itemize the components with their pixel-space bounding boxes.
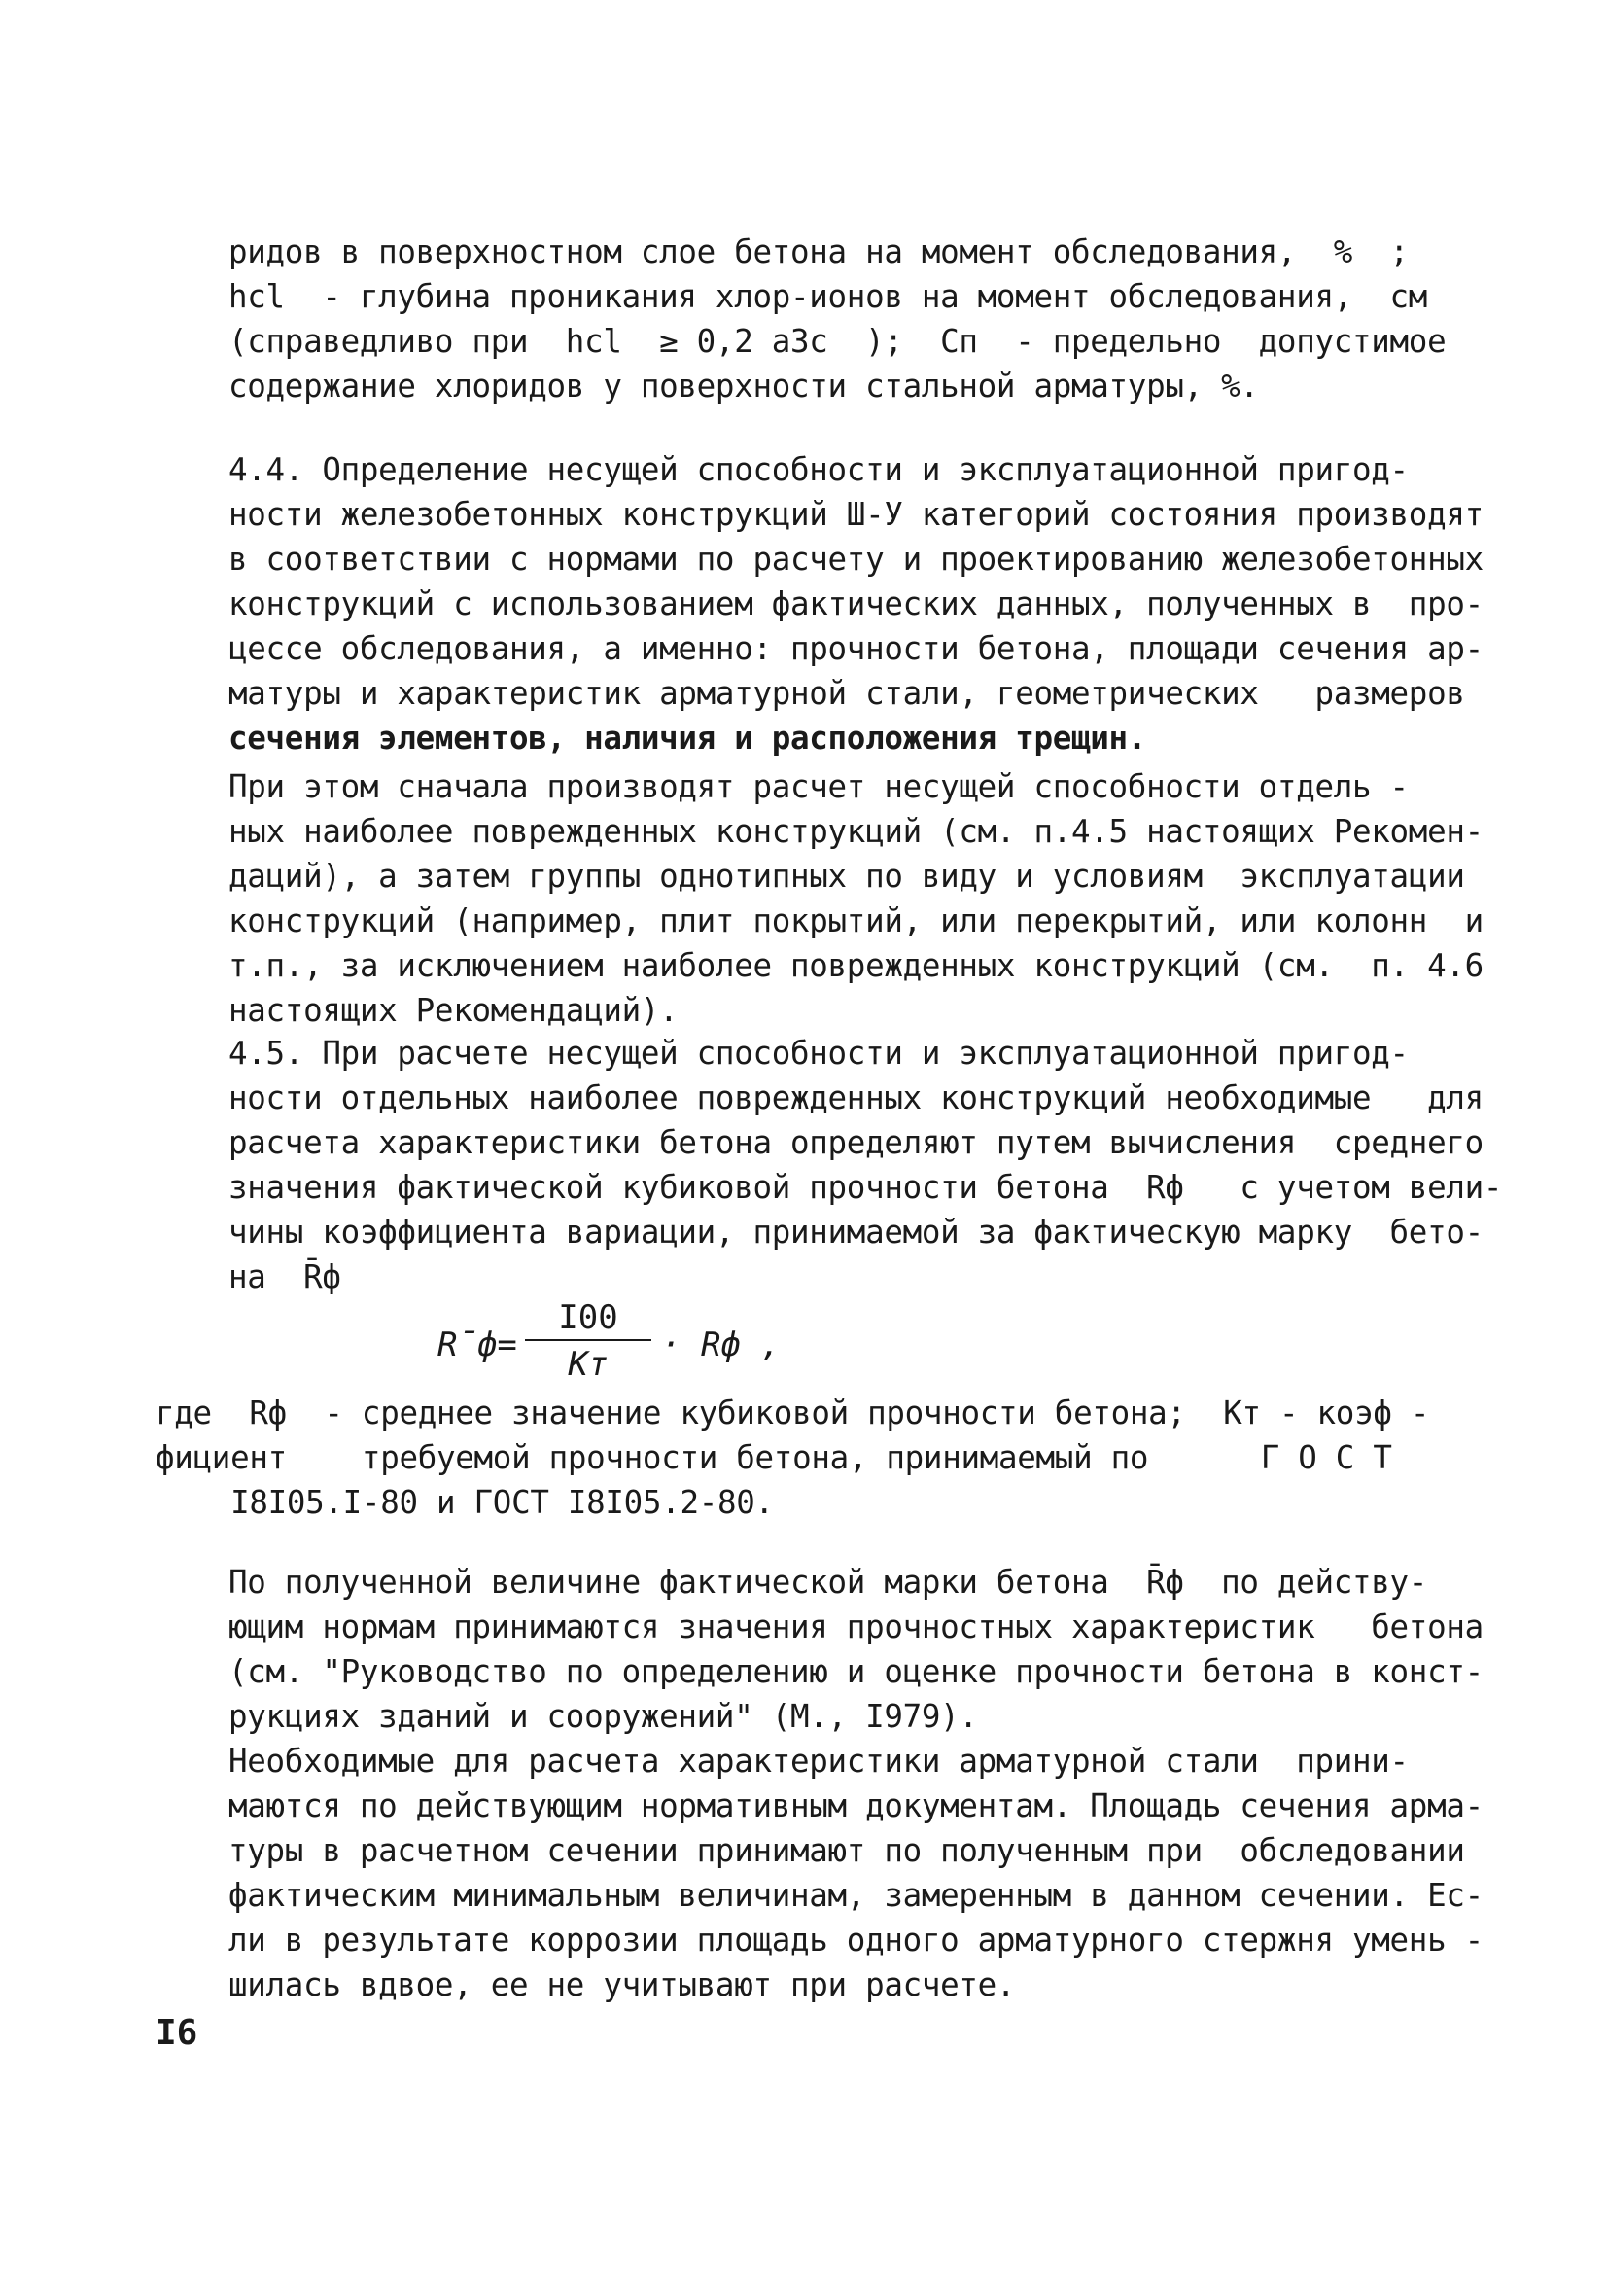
text-line: т.п., за исключением наиболее поврежденных конструкций (см. п. 4.6 (228, 947, 1484, 984)
text-line-bold: сечения элементов, наличия и расположения трещин. (228, 720, 1147, 757)
text-line: фактическим минимальным величинам, замеренным в данном сечении. Ес- (228, 1877, 1484, 1914)
text-line: Необходимые для расчета характеристики арматурной стали прини- (228, 1743, 1409, 1780)
text-line: ности отдельных наиболее поврежденных конструкций необходимые для (228, 1079, 1484, 1116)
paragraph-4-4 (228, 447, 1484, 760)
text-line: ных наиболее поврежденных конструкций (см. п.4.5 настоящих Рекомен- (228, 813, 1484, 850)
text-line: матуры и характеристик арматурной стали, геометрических размеров (228, 675, 1465, 712)
text-line: I8I05.I-80 и ГОСТ I8I05.2-80. (156, 1484, 774, 1521)
page-number: I6 (156, 2013, 198, 2053)
text-line: ли в результате коррозии площадь одного арматурного стержня умень - (228, 1922, 1484, 1959)
paragraph-calculation-order (228, 764, 1484, 1033)
formula-denominator: Кт (568, 1345, 609, 1384)
text-line: цессе обследования, а именно: прочности бетона, площади сечения ар- (228, 630, 1484, 667)
text-line: По полученной величине фактической марки бетона R̄ф по действу- (228, 1564, 1428, 1601)
text-line: ности железобетонных конструкций Ш-У категорий состояния производят (228, 496, 1484, 533)
text-line: шилась вдвое, ее не учитывают при расчете. (228, 1966, 1016, 2003)
text-line: содержание хлоридов у поверхности стальной арматуры, %. (228, 368, 1259, 405)
text-line: даций), а затем группы однотипных по виду и условиям эксплуатации (228, 858, 1465, 895)
text-line: чины коэффициента вариации, принимаемой за фактическую марку бето- (228, 1214, 1484, 1251)
paragraph-strength-characteristics (228, 1560, 1484, 1739)
paragraph-formula-legend (156, 1391, 1430, 1525)
text-line: рукциях зданий и сооружений" (М., I979). (228, 1698, 978, 1735)
formula-numerator: I00 (525, 1298, 651, 1341)
paragraph-chloride-definitions (228, 230, 1447, 408)
text-line: фициент требуемой прочности бетона, принимаемый по Г О С Т (156, 1439, 1392, 1476)
text-line: настоящих Рекомендаций). (228, 992, 679, 1029)
paragraph-reinforcement (228, 1739, 1484, 2007)
text-line: конструкций с использованием фактических данных, полученных в про- (228, 585, 1484, 622)
text-line: конструкций (например, плит покрытий, или перекрытий, или колонн и (228, 902, 1484, 939)
text-line: ющим нормам принимаются значения прочностных характеристик бетона (228, 1608, 1484, 1645)
formula-rhs: · Rф , (661, 1325, 781, 1364)
text-line: маются по действующим нормативным документам. Площадь сечения арма- (228, 1787, 1484, 1824)
text-line: 4.5. При расчете несущей способности и эксплуатационной пригод- (228, 1035, 1409, 1072)
formula-fraction (525, 1298, 651, 1384)
text-line: 4.4. Определение несущей способности и эксплуатационной пригод- (228, 451, 1409, 488)
text-line: (см. "Руководство по определению и оценке прочности бетона в конст- (228, 1653, 1484, 1690)
text-line: туры в расчетном сечении принимают по полученным при обследовании (228, 1832, 1465, 1869)
text-line: где Rф - среднее значение кубиковой прочности бетона; Кт - коэф - (156, 1395, 1430, 1431)
text-line: При этом сначала производят расчет несущей способности отдель - (228, 768, 1409, 805)
text-line: на R̄ф (228, 1258, 341, 1295)
formula-rf (437, 1298, 1118, 1405)
text-line: значения фактической кубиковой прочности бетона Rф с учетом вели- (228, 1169, 1503, 1206)
text-line: расчета характеристики бетона определяют путем вычисления среднего (228, 1124, 1484, 1161)
text-line: ридов в поверхностном слое бетона на момент обследования, % ; (228, 233, 1409, 270)
text-line: (справедливо при hcl ≥ 0,2 a3c ); Cп - предельно допустимое (228, 323, 1447, 360)
paragraph-4-5 (228, 1031, 1503, 1299)
text-line: в соответствии с нормами по расчету и проектированию железобетонных (228, 541, 1484, 578)
formula-lhs: R̄ф= (437, 1325, 517, 1364)
text-line: hcl - глубина проникания хлор-ионов на момент обследования, см (228, 278, 1428, 315)
